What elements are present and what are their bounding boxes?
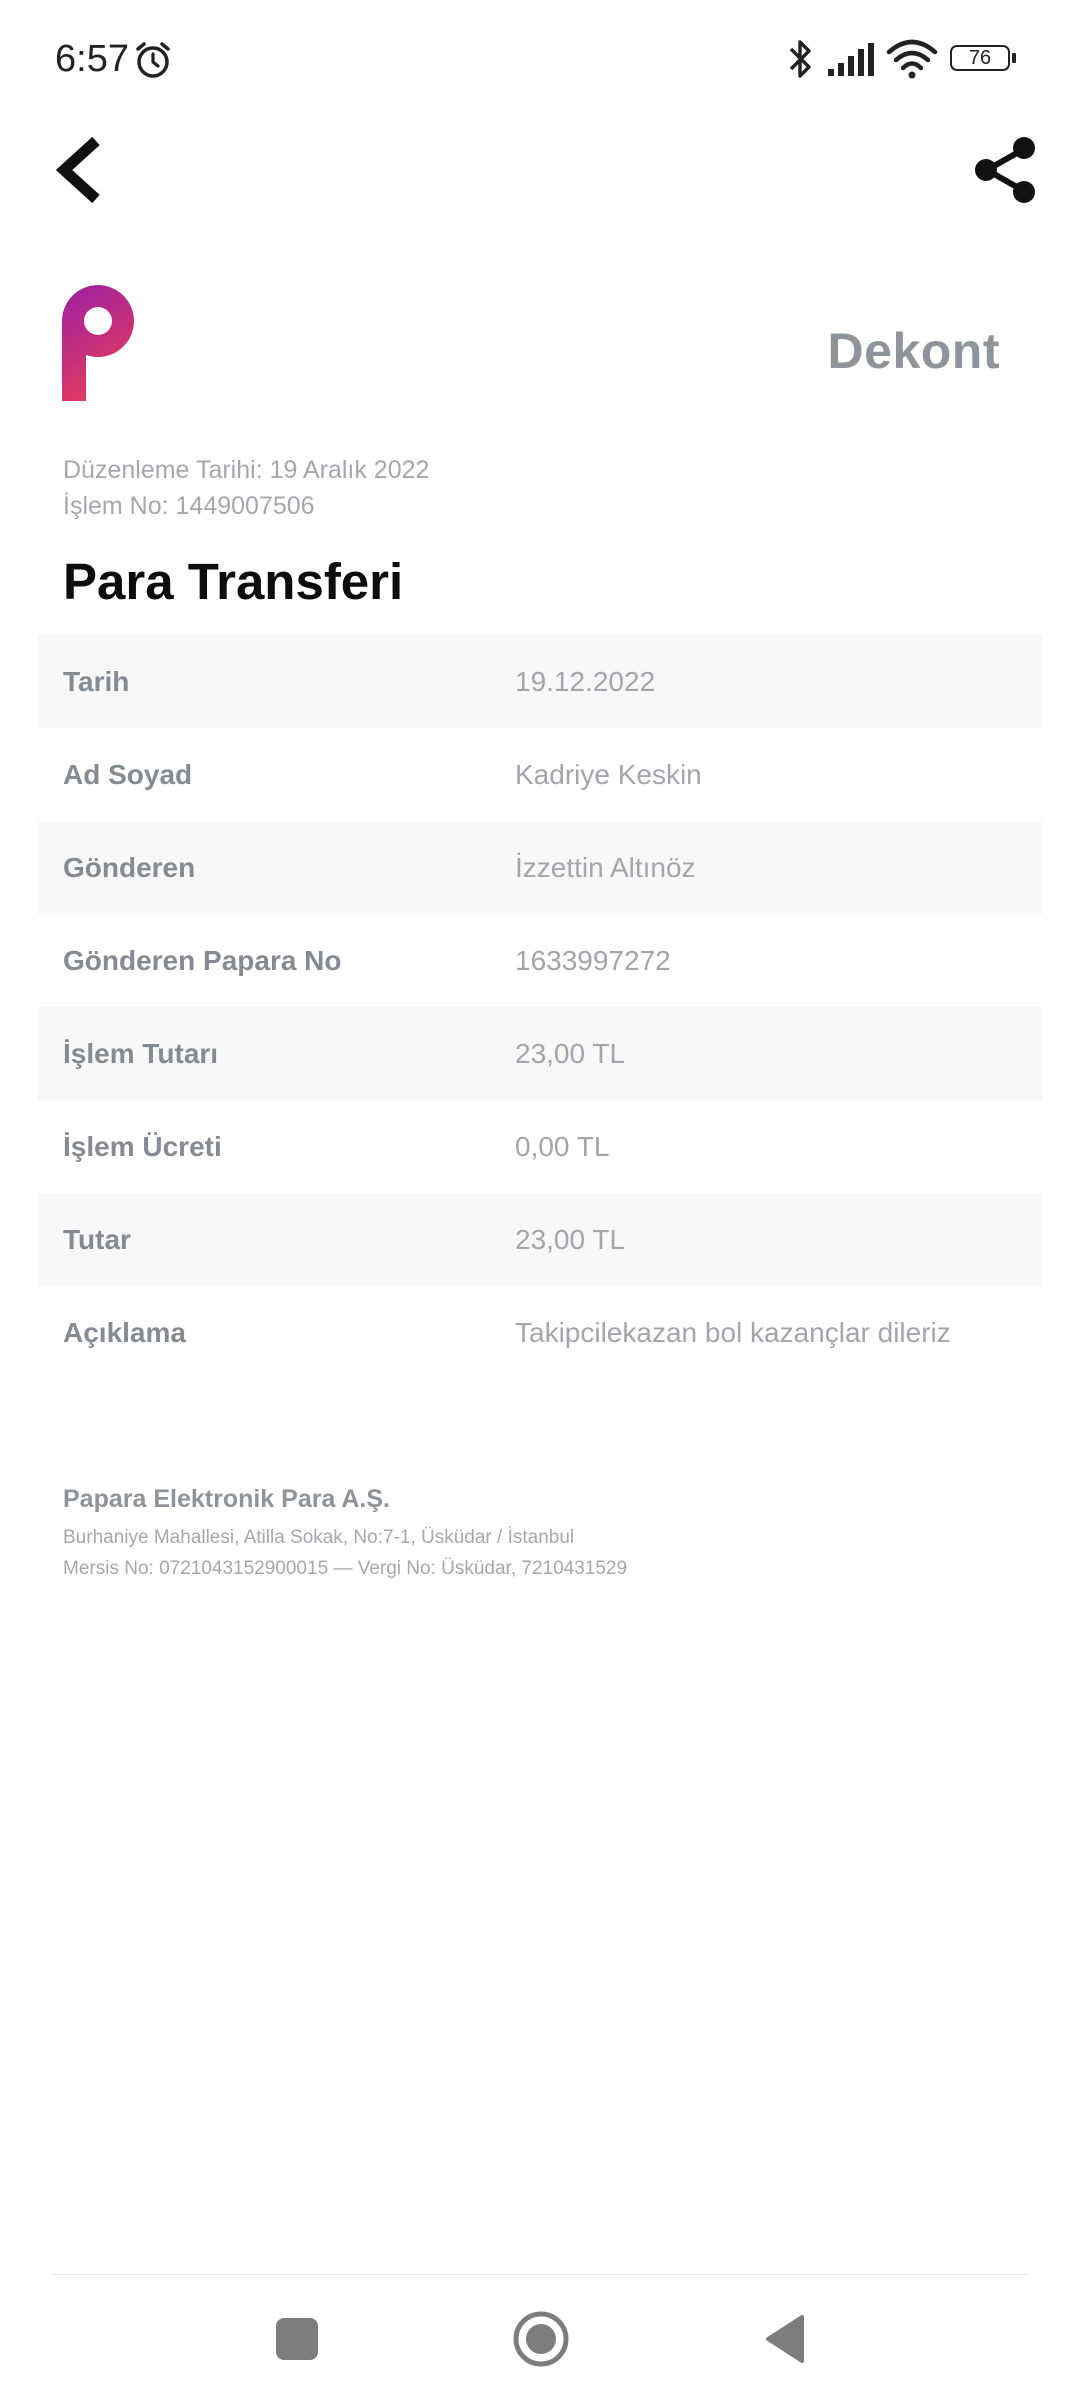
receipt-meta [63, 452, 429, 524]
detail-label: Gönderen Papara No [63, 944, 342, 976]
status-bar [0, 0, 1080, 120]
detail-label: Açıklama [63, 1316, 186, 1348]
detail-value: Takipcilekazan bol kazançlar dileriz [515, 1316, 951, 1348]
battery-level: 76 [950, 45, 1010, 71]
detail-value: 23,00 TL [515, 1223, 626, 1255]
recents-square-icon[interactable] [276, 2318, 318, 2360]
detail-label: İşlem Tutarı [63, 1037, 219, 1069]
status-time: 6:57 [55, 38, 129, 80]
detail-label: İşlem Ücreti [63, 1130, 222, 1162]
detail-row-date [38, 635, 1042, 728]
nav-divider [52, 2274, 1028, 2275]
company-footer [63, 1485, 627, 1584]
detail-row-name [38, 728, 1042, 821]
details-table [38, 635, 1042, 1379]
document-type: Dekont [827, 323, 1000, 379]
company-name: Papara Elektronik Para A.Ş. [63, 1485, 391, 1513]
bluetooth-icon [783, 36, 817, 82]
detail-value: 0,00 TL [515, 1130, 610, 1162]
papara-logo [62, 285, 136, 401]
detail-label: Tutar [63, 1223, 131, 1255]
detail-label: Tarih [63, 665, 130, 697]
detail-value: 1633997272 [515, 944, 671, 976]
detail-label: Gönderen [63, 851, 196, 883]
alarm-icon [133, 40, 173, 80]
chevron-left-icon[interactable] [50, 135, 110, 205]
transaction-number: İşlem No: 1449007506 [63, 492, 315, 520]
detail-row-amount [38, 1007, 1042, 1100]
signal-icon [826, 42, 878, 78]
battery-icon [950, 45, 1018, 75]
back-triangle-icon[interactable] [762, 2313, 808, 2365]
share-icon[interactable] [970, 135, 1040, 205]
detail-label: Ad Soyad [63, 758, 193, 790]
home-circle-icon[interactable] [512, 2310, 570, 2368]
issue-date: Düzenleme Tarihi: 19 Aralık 2022 [63, 456, 430, 484]
detail-row-fee [38, 1100, 1042, 1193]
detail-value: 23,00 TL [515, 1037, 626, 1069]
company-address: Burhaniye Mahallesi, Atilla Sokak, No:7-1, Üsküdar / İstanbul [63, 1527, 575, 1548]
detail-value: Kadriye Keskin [515, 758, 702, 790]
detail-row-description [38, 1286, 1042, 1379]
page-title: Para Transferi [63, 553, 404, 610]
detail-value: 19.12.2022 [515, 665, 656, 697]
detail-value: İzzettin Altınöz [515, 851, 696, 883]
wifi-icon [886, 38, 938, 80]
detail-row-sender [38, 821, 1042, 914]
detail-row-total [38, 1193, 1042, 1286]
detail-row-sender-number [38, 914, 1042, 1007]
company-registry: Mersis No: 0721043152900015 — Vergi No: Üsküdar, 7210431529 [63, 1558, 628, 1579]
